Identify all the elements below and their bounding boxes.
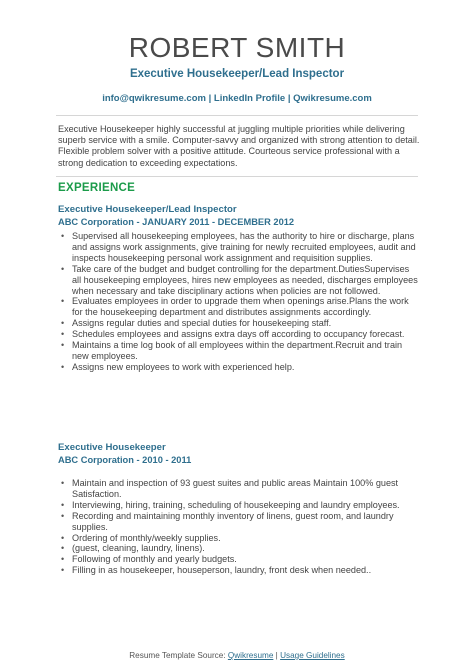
summary-paragraph: Executive Housekeeper highly successful at juggling multiple priorities while delivering superb service with a smile. Computer-savvy and organized with strong attention to detail. Flexible problem solver with a positive attitude. Courteous service professional with a strong dedication to exceeding expectations. — [58, 124, 420, 168]
bullet-text: Maintains a time log book of all employees within the department.Recruit and train new employees. — [72, 340, 403, 361]
job-title: Executive Housekeeper — [58, 442, 166, 453]
contact-separator: | — [287, 93, 291, 104]
bullet-icon: • — [61, 510, 65, 521]
bullet-icon: • — [61, 340, 65, 351]
candidate-name: ROBERT SMITH — [128, 32, 346, 63]
bullet-text: Ordering of monthly/weekly supplies. — [72, 532, 221, 543]
bullet-text: (guest, cleaning, laundry, linens). — [72, 543, 205, 554]
job-entry — [58, 442, 420, 576]
bullet-icon: • — [61, 263, 65, 274]
bullet-text: Interviewing, hiring, training, scheduling of housekeeping and laundry employees. — [72, 499, 400, 510]
linkedin-link[interactable]: LinkedIn Profile — [213, 93, 286, 104]
footer-prefix: Resume Template Source: — [129, 651, 226, 660]
job-title: Executive Housekeeper/Lead Inspector — [58, 204, 237, 215]
list-item — [58, 554, 420, 565]
divider — [56, 176, 418, 177]
bullet-icon: • — [61, 296, 65, 307]
bullet-icon: • — [61, 329, 65, 340]
bullet-icon: • — [61, 554, 65, 565]
list-item — [58, 565, 420, 576]
bullet-text: Evaluates employees in order to upgrade them when openings arise.Plans the work for the housekeeping department and distributes assignments accordingly. — [72, 296, 409, 318]
list-item — [58, 296, 420, 318]
bullet-text: Recording and maintaining monthly inventory of linens, guest room, and laundry supplies. — [72, 510, 394, 532]
list-item — [58, 533, 420, 544]
bullet-text: Supervised all housekeeping employees, has the authority to hire or discharge, plans and assigns work assignments, give training for newly recruited employees, audit and inspects housekeeping personal work assignment and requisition supplies. — [72, 231, 416, 263]
list-item — [58, 231, 420, 264]
list-item — [58, 511, 420, 533]
contact-separator: | — [208, 93, 212, 104]
list-item — [58, 264, 420, 297]
list-item — [58, 318, 420, 329]
list-item — [58, 500, 420, 511]
bullet-text: Following of monthly and yearly budgets. — [72, 554, 237, 565]
list-item — [58, 362, 420, 373]
job-company-dates: ABC Corporation - JANUARY 2011 - DECEMBER 2012 — [58, 217, 295, 227]
list-item — [58, 543, 420, 554]
footer — [0, 651, 474, 660]
email-link[interactable]: info@qwikresume.com — [102, 93, 206, 104]
bullet-text: Filling in as housekeeper, houseperson, laundry, front desk when needed.. — [72, 565, 372, 576]
contact-line — [0, 93, 474, 104]
footer-separator: | — [275, 651, 278, 660]
bullet-icon: • — [61, 565, 65, 576]
bullet-icon: • — [61, 318, 65, 329]
job-entry — [58, 204, 420, 373]
bullet-icon: • — [61, 231, 65, 241]
experience-heading: EXPERIENCE — [58, 182, 136, 194]
bullet-text: Take care of the budget and budget controlling for the department.DutiesSupervises all housekeeping employees, hires new employees as needed, discharges employees when necessary and take disciplinary actions when policies are not followed. — [72, 263, 418, 296]
qwikresume-link[interactable]: Qwikresume — [227, 651, 274, 660]
bullet-text: Assigns new employees to work with experienced help. — [72, 361, 295, 372]
job-company-dates: ABC Corporation - 2010 - 2011 — [58, 455, 192, 465]
job-bullet-list — [58, 231, 420, 373]
list-item — [58, 329, 420, 340]
divider — [56, 115, 418, 116]
job-bullet-list — [58, 478, 420, 576]
website-link[interactable]: Qwikresume.com — [293, 93, 372, 104]
bullet-icon: • — [61, 478, 65, 488]
bullet-icon: • — [61, 543, 65, 554]
candidate-job-title: Executive Housekeeper/Lead Inspector — [129, 68, 345, 80]
bullet-text: Schedules employees and assigns extra days off according to occupancy forecast. — [72, 329, 405, 340]
bullet-icon: • — [61, 532, 65, 543]
list-item — [58, 478, 420, 500]
bullet-text: Maintain and inspection of 93 guest suites and public areas Maintain 100% guest Satisfaction. — [72, 478, 399, 499]
bullet-icon: • — [61, 361, 65, 372]
bullet-text: Assigns regular duties and special duties for housekeeping staff. — [72, 318, 332, 329]
list-item — [58, 340, 420, 362]
bullet-icon: • — [61, 499, 65, 510]
usage-guidelines-link[interactable]: Usage Guidelines — [280, 651, 345, 660]
